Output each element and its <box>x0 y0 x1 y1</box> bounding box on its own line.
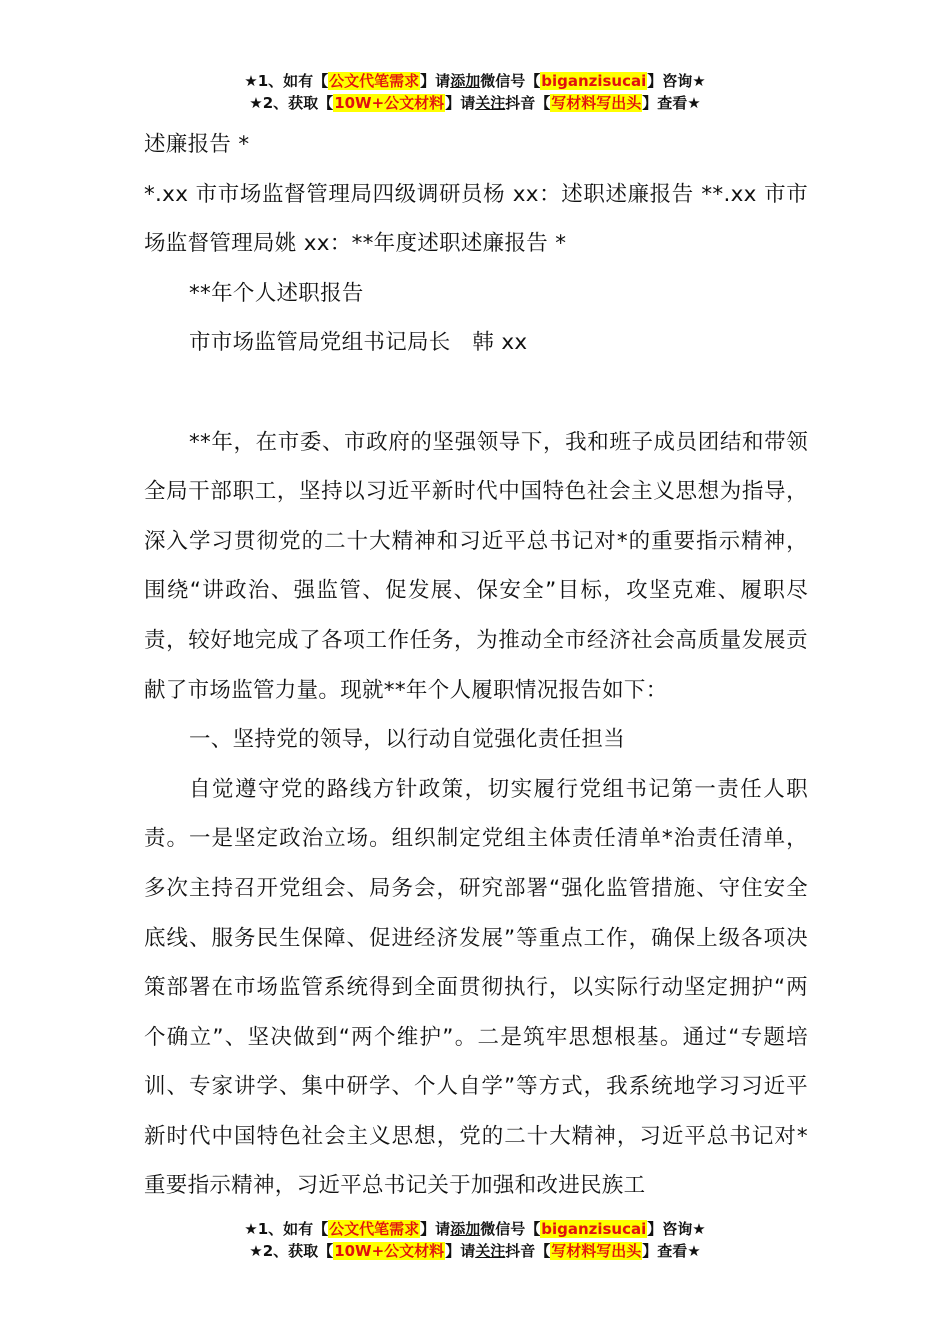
section-1-paragraph: 自觉遵守党的路线方针政策，切实履行党组书记第一责任人职责。一是坚定政治立场。组织制定党组主体责任清单*治责任清单，多次主持召开党组会、局务会，研究部署“强化监管措施、守住安全底线、服务民生保障、促进经济发展”等重点工作，确保上级各项决策部署在市场监管系统得到全面贯彻执行，以实际行动坚定拥护“两个确立”、坚决做到“两个维护”。二是筑牢思想根基。通过“专题培训、专家讲学、集中研学、个人自学”等方式，我系统地学习习近平新时代中国特色社会主义思想，党的二十大精神，习近平总书记对*重要指示精神，习近平总书记关于加强和改进民族工 <box>144 776 808 1199</box>
promo-emphasis: 添加 <box>450 1220 481 1238</box>
blank-line <box>144 368 808 418</box>
promo-text: 】咨询★ <box>647 72 706 90</box>
doc-title-line: 述廉报告 * <box>144 132 250 157</box>
promo-line-1 <box>0 1218 950 1240</box>
promo-text: 】咨询★ <box>647 1220 706 1238</box>
promo-text: ★2、获取【 <box>249 1242 334 1260</box>
promo-emphasis: 关注 <box>475 94 506 112</box>
promo-emphasis: 关注 <box>475 1242 506 1260</box>
promo-text: 微信号【 <box>480 1220 541 1238</box>
promo-text: 】请 <box>445 94 476 112</box>
top-promo-banner <box>0 70 950 114</box>
report-author: 市市场监管局党组书记局长 韩 xx <box>189 330 528 356</box>
promo-highlight: 公文代笔需求 <box>329 1220 420 1238</box>
document-body <box>144 120 808 1211</box>
promo-highlight: 公文代笔需求 <box>329 72 420 90</box>
promo-emphasis: 添加 <box>450 72 481 90</box>
promo-text: ★1、如有【 <box>244 1220 329 1238</box>
section-heading-1: 一、坚持党的领导，以行动自觉强化责任担当 <box>189 727 626 753</box>
doc-related-references: *.xx 市市场监督管理局四级调研员杨 xx：述职述廉报告 **.xx 市市场监督管理局姚 xx：**年度述职述廉报告 * <box>144 181 808 257</box>
promo-highlight: 10W+公文材料 <box>334 94 445 112</box>
promo-douyin-id: 写材料写出头 <box>551 1242 642 1260</box>
promo-text: 】请 <box>420 72 451 90</box>
promo-highlight: 10W+公文材料 <box>334 1242 445 1260</box>
promo-text: 抖音【 <box>505 1242 551 1260</box>
promo-line-2 <box>0 1240 950 1262</box>
promo-text: 抖音【 <box>505 94 551 112</box>
promo-text: 】查看★ <box>642 94 701 112</box>
promo-text: ★2、获取【 <box>249 94 334 112</box>
report-title: **年个人述职报告 <box>189 280 364 306</box>
promo-wechat-id: biganzisucai <box>541 72 647 90</box>
promo-text: 】请 <box>420 1220 451 1238</box>
promo-text: 】请 <box>445 1242 476 1260</box>
intro-paragraph: **年，在市委、市政府的坚强领导下，我和班子成员团结和带领全局干部职工，坚持以习近平新时代中国特色社会主义思想为指导，深入学习贯彻党的二十大精神和习近平总书记对*的重要指示精神，围绕“讲政治、强监管、促发展、保安全”目标，攻坚克难、履职尽责，较好地完成了各项工作任务，为推动全市经济社会高质量发展贡献了市场监管力量。现就**年个人履职情况报告如下： <box>144 429 808 703</box>
promo-text: 微信号【 <box>480 72 541 90</box>
promo-wechat-id: biganzisucai <box>541 1220 647 1238</box>
promo-line-1 <box>0 70 950 92</box>
promo-douyin-id: 写材料写出头 <box>551 94 642 112</box>
promo-text: 】查看★ <box>642 1242 701 1260</box>
promo-line-2 <box>0 92 950 114</box>
promo-text: ★1、如有【 <box>244 72 329 90</box>
bottom-promo-banner <box>0 1218 950 1262</box>
